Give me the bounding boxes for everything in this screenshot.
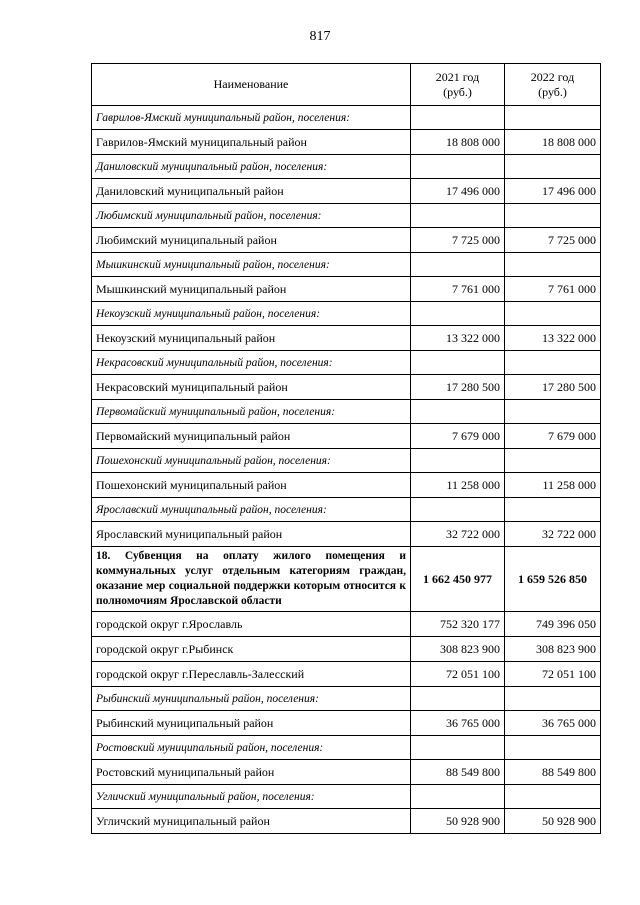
row-name: Рыбинский муниципальный район [92, 711, 411, 736]
table-row-subheading [92, 498, 601, 522]
row-value-2022 [505, 106, 601, 130]
row-name: Угличский муниципальный район [92, 809, 411, 834]
row-name: Первомайский муниципальный район [92, 424, 411, 449]
row-value-2022: 88 549 800 [505, 760, 601, 785]
row-value-2022: 36 765 000 [505, 711, 601, 736]
row-value-2022 [505, 351, 601, 375]
row-name: Пошехонский муниципальный район [92, 473, 411, 498]
row-name: Некрасовский муниципальный район, поселения: [92, 351, 411, 375]
header-2021: 2021 год (руб.) [411, 64, 505, 106]
row-value-2021: 7 725 000 [411, 228, 505, 253]
row-name: Мышкинский муниципальный район, поселения: [92, 253, 411, 277]
row-value-2021 [411, 106, 505, 130]
row-name: Любимский муниципальный район, поселения: [92, 204, 411, 228]
row-value-2021 [411, 302, 505, 326]
row-value-2021: 50 928 900 [411, 809, 505, 834]
row-name: Ярославский муниципальный район [92, 522, 411, 547]
row-value-2021 [411, 736, 505, 760]
row-value-2022: 72 051 100 [505, 662, 601, 687]
row-name: городской округ г.Переславль-Залесский [92, 662, 411, 687]
row-value-2021: 18 808 000 [411, 130, 505, 155]
row-name: Гаврилов-Ямский муниципальный район, поселения: [92, 106, 411, 130]
row-name: городской округ г.Ярославль [92, 612, 411, 637]
row-name: Первомайский муниципальный район, поселения: [92, 400, 411, 424]
row-name: Даниловский муниципальный район, поселения: [92, 155, 411, 179]
table-row [92, 130, 601, 155]
table-row [92, 326, 601, 351]
table-row [92, 473, 601, 498]
table-header-row [92, 64, 601, 106]
row-name: Любимский муниципальный район [92, 228, 411, 253]
row-value-2022: 32 722 000 [505, 522, 601, 547]
row-name: Гаврилов-Ямский муниципальный район [92, 130, 411, 155]
table-row [92, 809, 601, 834]
row-name: Пошехонский муниципальный район, поселения: [92, 449, 411, 473]
table-row-subheading [92, 400, 601, 424]
row-value-2022: 1 659 526 850 [505, 547, 601, 612]
table-row-subheading [92, 106, 601, 130]
row-value-2022 [505, 687, 601, 711]
header-name: Наименование [92, 64, 411, 106]
row-value-2021 [411, 498, 505, 522]
table-row [92, 424, 601, 449]
row-value-2021: 11 258 000 [411, 473, 505, 498]
row-value-2022 [505, 302, 601, 326]
row-value-2022: 18 808 000 [505, 130, 601, 155]
row-name: Ростовский муниципальный район [92, 760, 411, 785]
row-name: Рыбинский муниципальный район, поселения: [92, 687, 411, 711]
table-row-subheading [92, 155, 601, 179]
row-name: 18. Субвенция на оплату жилого помещения и коммунальных услуг отдельным категориям граждан, оказание мер социальной поддержки которым относится к полномочиям Ярославской области [92, 547, 411, 612]
row-value-2021 [411, 785, 505, 809]
row-value-2021: 13 322 000 [411, 326, 505, 351]
row-value-2021: 72 051 100 [411, 662, 505, 687]
row-value-2022: 17 280 500 [505, 375, 601, 400]
row-value-2022: 308 823 900 [505, 637, 601, 662]
row-value-2022: 17 496 000 [505, 179, 601, 204]
row-name: Некрасовский муниципальный район [92, 375, 411, 400]
table-row [92, 179, 601, 204]
row-value-2022 [505, 155, 601, 179]
row-value-2021: 36 765 000 [411, 711, 505, 736]
row-value-2021: 7 679 000 [411, 424, 505, 449]
table-row [92, 228, 601, 253]
table-row [92, 760, 601, 785]
row-value-2022 [505, 400, 601, 424]
table-row-subheading [92, 736, 601, 760]
row-name: Некоузский муниципальный район [92, 326, 411, 351]
row-value-2021: 308 823 900 [411, 637, 505, 662]
row-value-2021: 752 320 177 [411, 612, 505, 637]
row-value-2021: 17 280 500 [411, 375, 505, 400]
table-row [92, 277, 601, 302]
table-row [92, 612, 601, 637]
page-number: 817 [309, 29, 331, 44]
row-value-2021: 7 761 000 [411, 277, 505, 302]
table-row-subheading [92, 204, 601, 228]
table-row-subheading [92, 687, 601, 711]
table-row [92, 662, 601, 687]
table-row [92, 711, 601, 736]
row-value-2022 [505, 785, 601, 809]
row-name: Мышкинский муниципальный район [92, 277, 411, 302]
row-value-2021 [411, 155, 505, 179]
table-row [92, 375, 601, 400]
row-value-2022: 7 679 000 [505, 424, 601, 449]
table-row-subheading [92, 253, 601, 277]
row-value-2021 [411, 400, 505, 424]
row-value-2022: 749 396 050 [505, 612, 601, 637]
subsidy-table [91, 63, 601, 834]
row-value-2021: 88 549 800 [411, 760, 505, 785]
row-value-2022: 7 761 000 [505, 277, 601, 302]
table-row [92, 637, 601, 662]
table-row-section [92, 547, 601, 612]
row-value-2022: 13 322 000 [505, 326, 601, 351]
row-value-2021 [411, 351, 505, 375]
row-value-2022 [505, 498, 601, 522]
row-value-2021 [411, 253, 505, 277]
row-value-2022: 50 928 900 [505, 809, 601, 834]
row-value-2021 [411, 204, 505, 228]
row-value-2021 [411, 449, 505, 473]
header-2022: 2022 год (руб.) [505, 64, 601, 106]
row-value-2021 [411, 687, 505, 711]
row-name: Ярославский муниципальный район, поселения: [92, 498, 411, 522]
row-value-2022 [505, 253, 601, 277]
row-value-2022 [505, 204, 601, 228]
row-name: Ростовский муниципальный район, поселения: [92, 736, 411, 760]
row-name: Даниловский муниципальный район [92, 179, 411, 204]
row-name: городской округ г.Рыбинск [92, 637, 411, 662]
table-row [92, 522, 601, 547]
row-name: Некоузский муниципальный район, поселения: [92, 302, 411, 326]
row-value-2022: 7 725 000 [505, 228, 601, 253]
table-row-subheading [92, 351, 601, 375]
table-row-subheading [92, 449, 601, 473]
table-row-subheading [92, 785, 601, 809]
table-row-subheading [92, 302, 601, 326]
row-value-2022 [505, 736, 601, 760]
row-name: Угличский муниципальный район, поселения: [92, 785, 411, 809]
row-value-2021: 1 662 450 977 [411, 547, 505, 612]
row-value-2022 [505, 449, 601, 473]
row-value-2022: 11 258 000 [505, 473, 601, 498]
row-value-2021: 32 722 000 [411, 522, 505, 547]
table-body [92, 106, 601, 834]
row-value-2021: 17 496 000 [411, 179, 505, 204]
